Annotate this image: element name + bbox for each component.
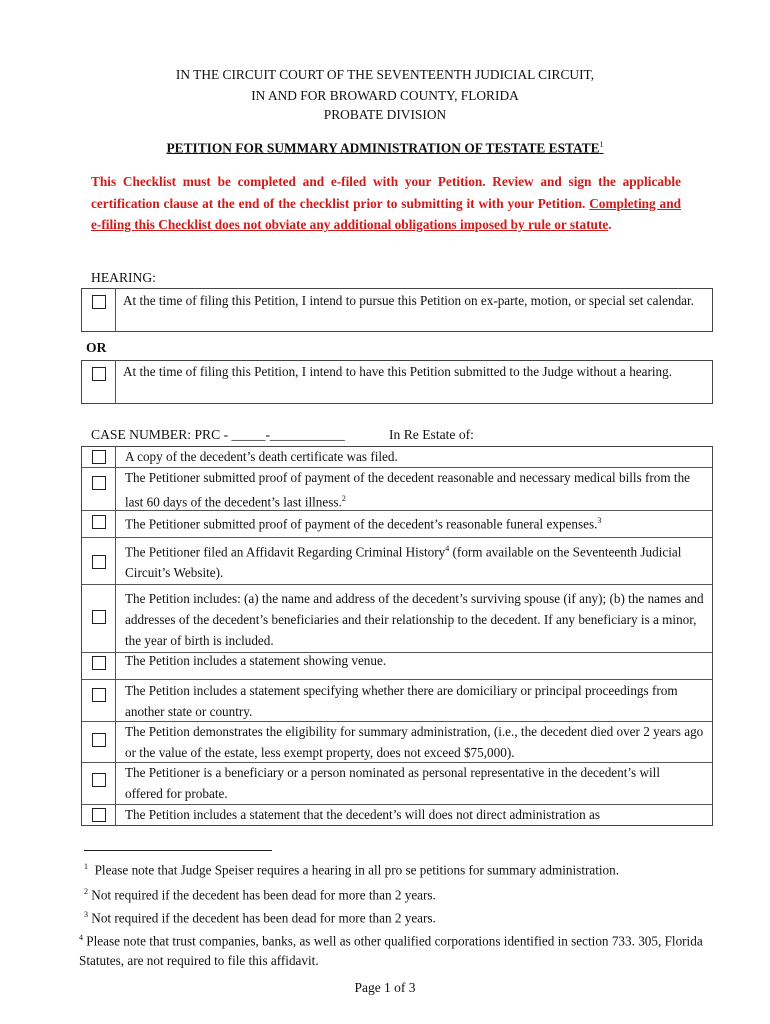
hearing-option-2-checkbox[interactable] [92, 367, 106, 381]
checklist-item-7: The Petition includes a statement specifying whether there are domiciliary or principal proceedings from another state or country. [125, 683, 678, 719]
title-footnote-ref: 1 [599, 140, 604, 149]
footnote-3 [84, 905, 704, 928]
footnote-4-text: Please note that trust companies, banks, as well as other qualified corporations identified in section 733. 305, Florida Statutes, are not required to file this affidavit. [79, 933, 703, 969]
checklist-item-9: The Petitioner is a beneficiary or a person nominated as personal representative in the decedent’s will offered for probate. [125, 765, 661, 801]
checklist-item-10: The Petition includes a statement that the decedent’s will does not direct administration as [125, 807, 600, 822]
checklist-item-8: The Petition demonstrates the eligibility for summary administration, (i.e., the decedent died over 2 years ago or the value of the estate, less exempt property, does not exceed $75,000). [125, 724, 704, 760]
checklist-item-4-text: The Petitioner filed an Affidavit Regarding Criminal History [125, 544, 446, 560]
footnote-2 [84, 882, 704, 905]
checklist-checkbox-5[interactable] [92, 610, 106, 624]
checklist-item-3-sup: 3 [597, 516, 602, 525]
checklist-checkbox-2[interactable] [92, 476, 106, 490]
hearing-option-1-checkbox[interactable] [92, 295, 106, 309]
footnote-1-text: Please note that Judge Speiser requires a hearing in all pro se petitions for summary administration. [94, 862, 620, 878]
checklist-checkbox-7[interactable] [92, 688, 106, 702]
checklist-checkbox-8[interactable] [92, 733, 106, 747]
checklist-item-4-sup: 4 [445, 544, 450, 553]
checklist-notice [91, 171, 681, 236]
footnote-4 [79, 928, 704, 971]
footnote-2-num: 2 [84, 887, 88, 896]
footnote-2-text: Not required if the decedent has been dead for more than 2 years. [91, 887, 436, 903]
page-title [0, 140, 770, 156]
court-header-line3: PROBATE DIVISION [323, 107, 447, 122]
or-label: OR [86, 340, 107, 355]
court-header-line2: IN AND FOR BROWARD COUNTY, FLORIDA [251, 88, 519, 103]
checklist-checkbox-3[interactable] [92, 515, 106, 529]
page-title-text: PETITION FOR SUMMARY ADMINISTRATION OF TESTATE ESTATE [166, 140, 600, 156]
checklist-item-3-text: The Petitioner submitted proof of payment of the decedent’s reasonable funeral expenses. [125, 516, 598, 532]
footnote-4-num: 4 [79, 933, 83, 942]
court-header-line1: IN THE CIRCUIT COURT OF THE SEVENTEENTH JUDICIAL CIRCUIT, [175, 67, 595, 82]
checklist-item-2 [125, 467, 705, 512]
checklist-item-4-after: (form available on the Seventeenth Judicial Circuit’s Website). [125, 544, 682, 581]
case-number-label: CASE NUMBER: PRC - _____-___________ [91, 427, 345, 442]
page-number: Page 1 of 3 [354, 980, 416, 995]
hearing-option-2-text: At the time of filing this Petition, I intend to have this Petition submitted to the Judge without a hearing. [123, 364, 673, 379]
checklist-item-2-sup: 2 [341, 494, 346, 503]
hearing-label: HEARING: [91, 270, 156, 285]
hearing-option-1-text: At the time of filing this Petition, I intend to pursue this Petition on ex-parte, motion, or special set calendar. [123, 293, 694, 308]
checklist-item-5: The Petition includes: (a) the name and address of the decedent’s surviving spouse (if any); (b) the names and addresses of the decedent’s beneficiaries and their relationship to the decedent. If any beneficiary is a minor, the year of birth is included. [125, 591, 704, 648]
notice-text: This Checklist must be completed and e-filed with your Petition. Review and sign the applicable certification clause at the end of the checklist prior to submitting it with your Petition. [91, 174, 681, 211]
checklist-item-2-text: The Petitioner submitted proof of payment of the decedent reasonable and necessary medical bills from the last 60 days of the decedent’s last illness. [125, 470, 691, 510]
checklist-item-1: A copy of the decedent’s death certificate was filed. [125, 449, 398, 464]
notice-underlined: Completing and e-filing this Checklist does not obviate any additional obligations imposed by rule or statute [91, 195, 681, 232]
footnote-1 [84, 857, 704, 880]
checklist-item-6: The Petition includes a statement showing venue. [125, 653, 387, 668]
checklist-checkbox-10[interactable] [92, 808, 106, 822]
footnote-3-text: Not required if the decedent has been dead for more than 2 years. [91, 910, 436, 926]
checklist-checkbox-1[interactable] [92, 450, 106, 464]
checklist-checkbox-4[interactable] [92, 555, 106, 569]
checklist-item-3 [125, 510, 710, 534]
notice-tail: . [608, 217, 612, 232]
checklist-checkbox-6[interactable] [92, 656, 106, 670]
footnote-1-num: 1 [84, 862, 88, 871]
checklist-checkbox-9[interactable] [92, 773, 106, 787]
estate-label: In Re Estate of: [389, 427, 474, 442]
checklist-item-4 [125, 538, 700, 583]
footnote-3-num: 3 [84, 910, 88, 919]
footnote-divider [84, 850, 272, 851]
